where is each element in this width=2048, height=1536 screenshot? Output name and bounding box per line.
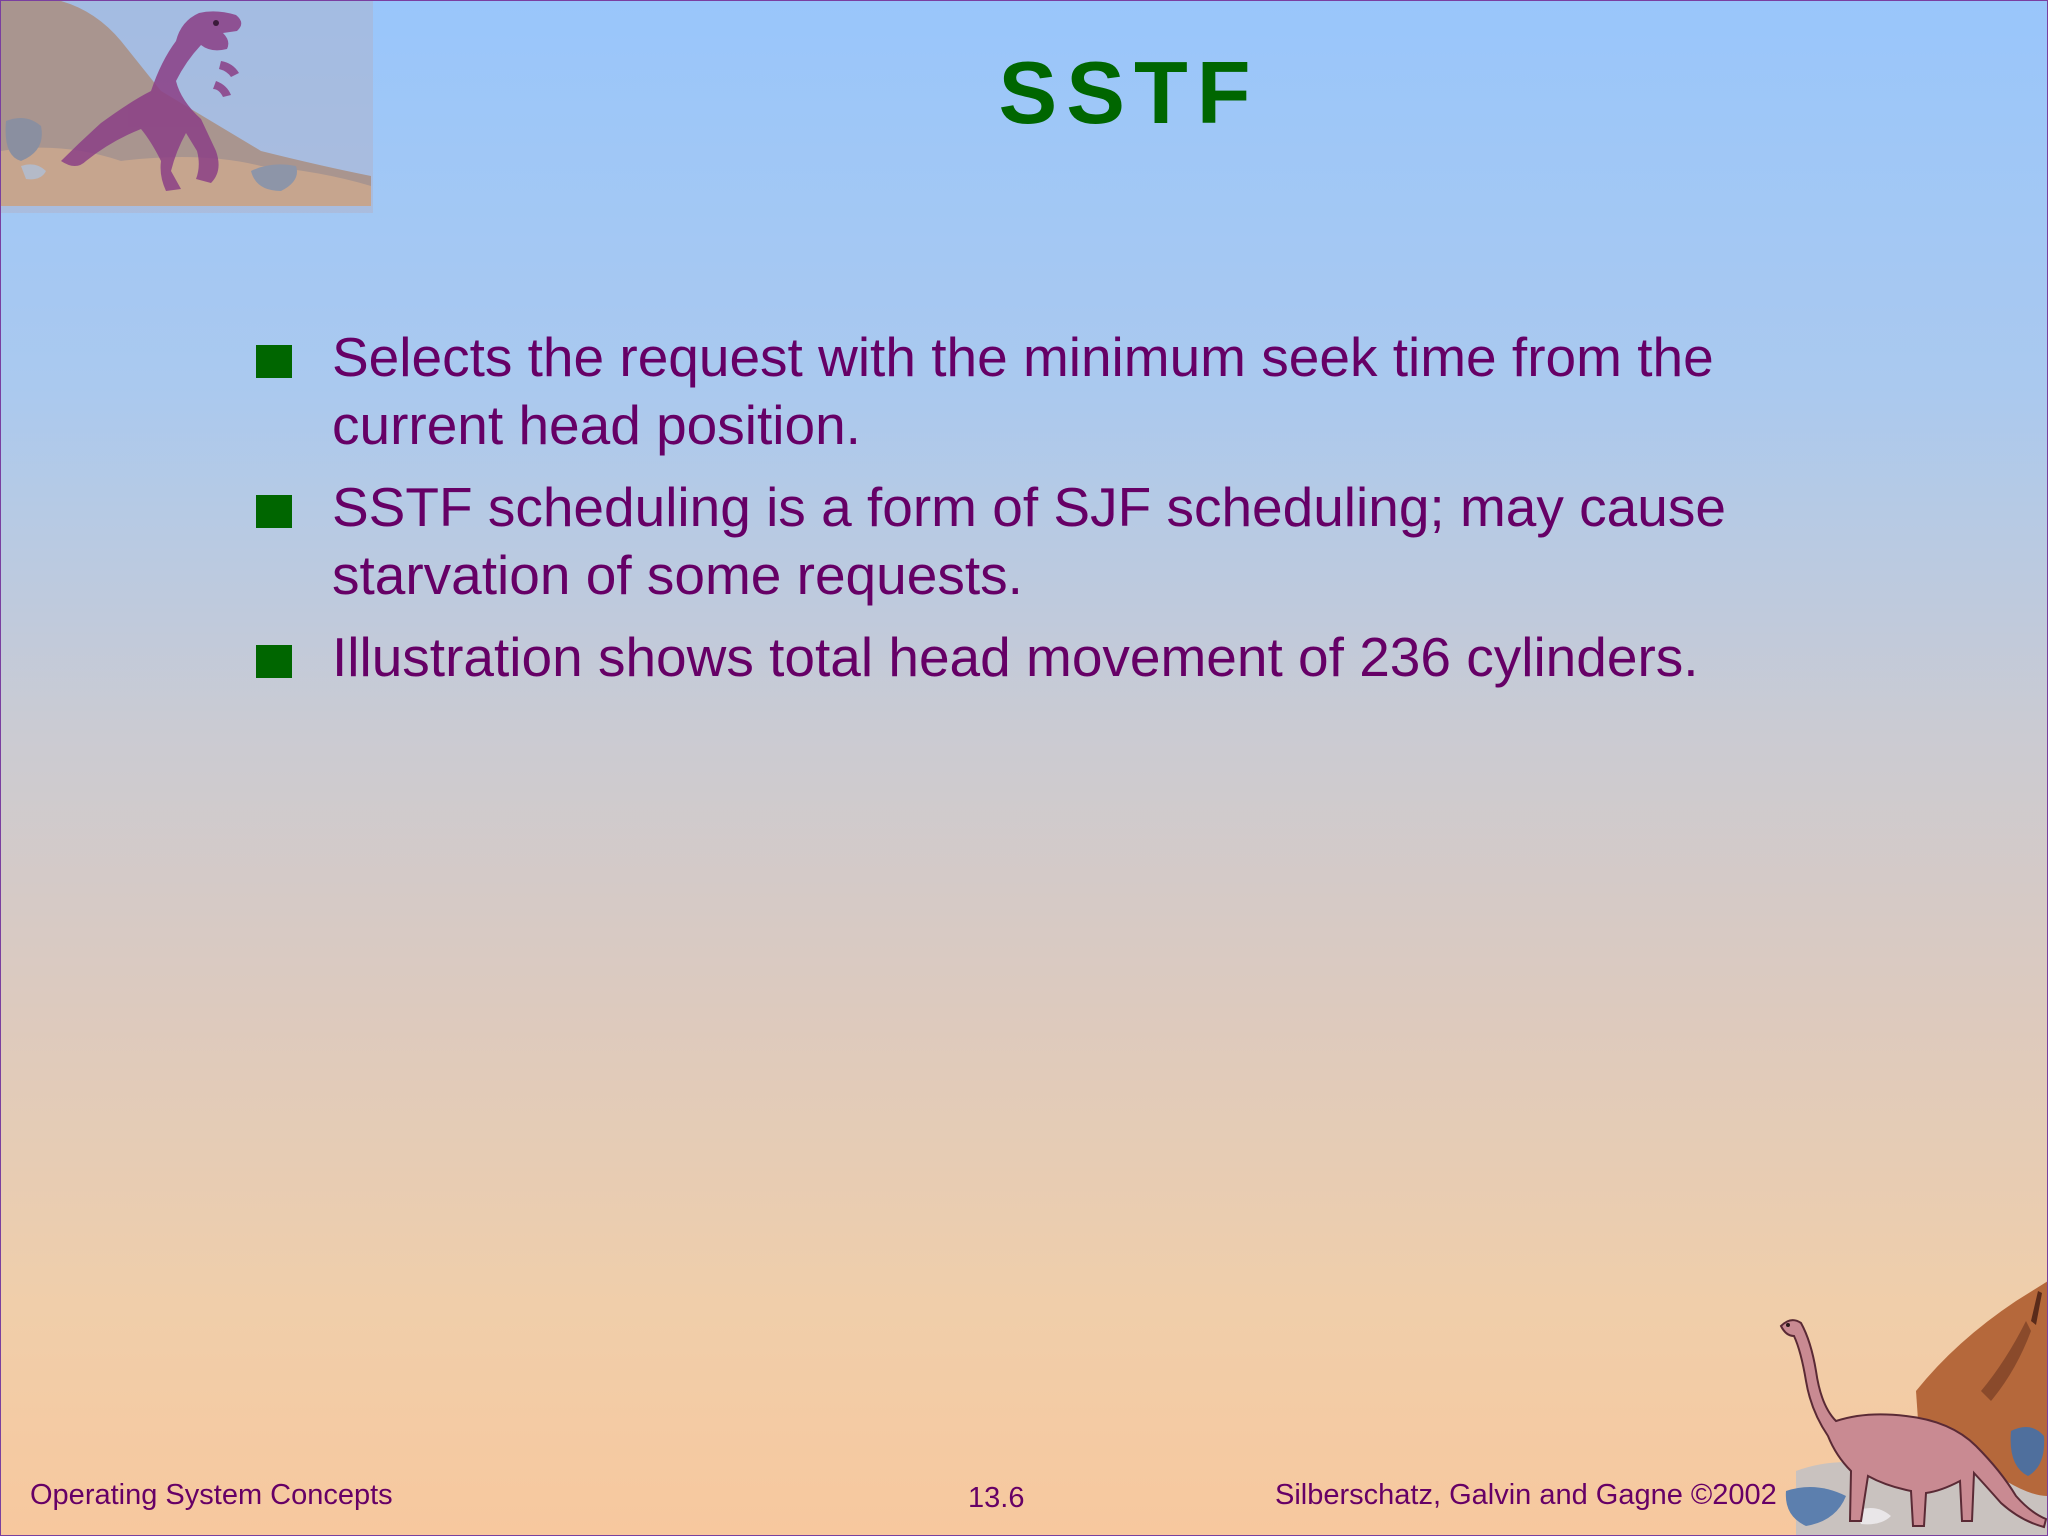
bullet-item — [256, 473, 1856, 609]
footer-course-title: Operating System Concepts — [30, 1479, 393, 1511]
bullet-text: Illustration shows total head movement of 236 cylinders. — [332, 626, 1699, 688]
brontosaurus-dinosaur-illustration — [1776, 1281, 2048, 1536]
bullet-text: SSTF scheduling is a form of SJF scheduling; may cause starvation of some requests. — [332, 476, 1726, 606]
square-bullet-icon — [256, 495, 292, 528]
footer-copyright: Silberschatz, Galvin and Gagne ©2002 — [1275, 1479, 1777, 1511]
bullet-item — [256, 623, 1856, 691]
square-bullet-icon — [256, 645, 292, 678]
slide-title: SSTF — [998, 43, 1260, 142]
square-bullet-icon — [256, 345, 292, 378]
footer-slide-number: 13.6 — [968, 1482, 1025, 1514]
bullet-text: Selects the request with the minimum seek time from the current head position. — [332, 326, 1714, 456]
bullet-item — [256, 323, 1856, 459]
bullet-list — [256, 323, 1856, 705]
